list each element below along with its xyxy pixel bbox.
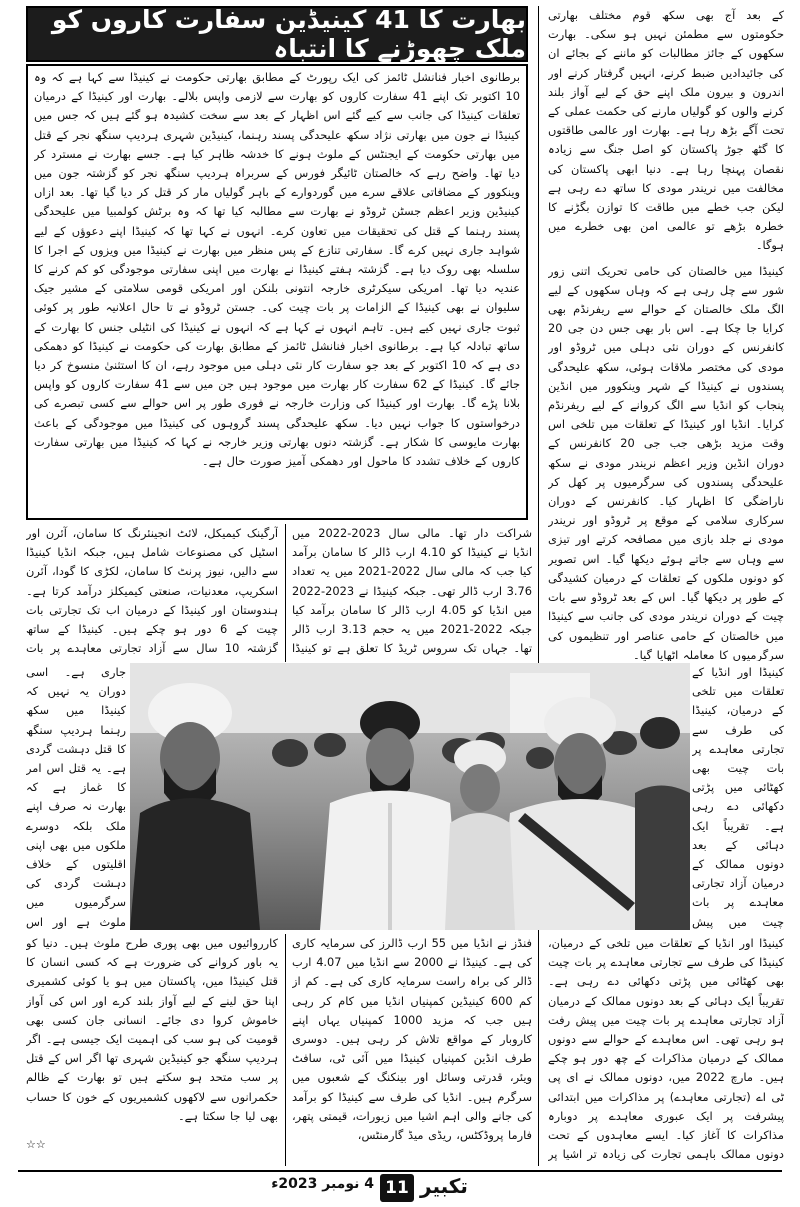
middle-column-paragraph-top: شراکت دار تھا۔ مالی سال 2023-2022 میں انڈیا نے کینیڈا کو 4.10 ارب ڈالر کا سامان برآمد کیا جب کہ مالی سال 2022-2021 میں یہ تعداد 3.76 ارب ڈالر تھی۔ جبکہ کینیڈا نے 2023-2022 میں انڈیا کو 4.05 ارب ڈالر کا سامان برآمد کیا جبکہ 2022-2021 میں یہ حجم 3.13 ارب ڈالر تھا۔ جہاں تک سروس ٹریڈ کا تعلق ہے تو کینیڈا [292,526,532,656]
left-column-beside-photo [26,663,126,933]
publication-logo: تکبیر [420,1174,468,1198]
right-column-paragraph-1: کے بعد آج بھی سکھ قوم مختلف بھارتی حکومتوں سے مطمئن نہیں ہو سکی۔ بھارت سکھوں کے جائز مطالبات کو ماننے کے بجائے ان کی جائیدادیں ضبط کرنے، انہیں گرفتار کرنے اور اندرون و بیرون ملک اپنے حق کے لیے آواز بلند کرنے والوں کو گولیاں مارنے کی حکمت عملی کے تحت آگے بڑھ رہا ہے۔ بھارت اور عالمی طاقتوں کا گٹھ جوڑ پاکستان کو اصل جنگ سے زیادہ نقصان پہنچا رہا ہے۔ دنیا ابھی پاکستان کی مخالفت میں نریندر مودی کا ساتھ دے رہی ہے لیکن جب خطے میں طاقت کا توازن بگڑنے کا خطرہ بڑھے تو عالمی امن بھی خطرے میں ہوگا۔ [548,8,784,253]
headline-box [26,6,528,62]
right-column-beside-photo [692,663,784,933]
right-column-paragraph-3: کینیڈا اور انڈیا کے تعلقات میں تلخی کے درمیان، کینیڈا کی طرف سے تجارتی معاہدے پر بات چیت بھی کھٹائی میں پڑتی دکھائی دے رہی ہے۔ تقریباً ایک دہائی کے بعد دونوں ممالک کے درمیان آزاد تجارتی معاہدے پر بات چیت میں پیش [692,665,784,929]
middle-column-bottom [292,934,532,1164]
left-column-bottom [26,934,278,1134]
issue-date: 4 نومبر 2023ء [271,1176,374,1192]
middle-column-top [292,524,532,661]
left-column-top [26,524,278,661]
page-footer [0,1170,800,1204]
left-column-paragraph-mid: جاری ہے۔ اسی دوران یہ نہیں کہ کینیڈا میں سکھ رہنما ہردیپ سنگھ کا قتل دہشت گردی ہے۔ یہ قتل اس امر کا غماز ہے کہ بھارت نہ صرف اپنے ملک بلکہ دوسرے ملکوں میں بھی اپنی اقلیتوں کے خلاف دہشت گردی کی سرگرمیوں میں ملوث ہے اور اس [26,665,126,929]
footer-rule [18,1170,782,1172]
lead-article-paragraph: برطانوی اخبار فنانشل ٹائمز کی ایک رپورٹ کے مطابق بھارتی حکومت نے کینیڈا سے کہا ہے کہ وہ 10 اکتوبر تک اپنے 41 سفارت کاروں کو بھارت سے لازمی واپس بلالے۔ بھارت اور کینیڈا کے درمیان تعلقات کینیڈا کی جانب سے کیے گئے اس اظہار کے بعد سے سخت کشیدہ ہو گئے ہیں کہ جس میں کینیڈا نے جون میں بھارتی نژاد سکھ علیحدگی پسند رہنما، کینیڈین شہری ہردیپ سنگھ نجر کے قتل میں بھارتی حکومت کے ایجنٹس کے ملوث ہونے کا خدشہ ظاہر کیا ہے۔ جسے بھارت نے مسترد کر دیا تھا۔ واضح رہے کہ خالصتان ٹائیگر فورس کے سربراہ ہردیپ سنگھ نجر کو گزشتہ جون میں وینکوور کے مضافاتی علاقے سرے میں گوردوارے کے باہر گولیاں مار کر قتل کر دیا گیا تھا۔ بعد ازاں کینیڈین وزیر اعظم جسٹن ٹروڈو نے بھارت سے مطالبہ کیا تھا کہ وہ برٹش کولمبیا میں علیحدگی پسند رہنما کے قتل کی تحقیقات میں تعاون کرے۔ انہوں نے کہا تھا کہ کینیڈا اپنے دعوؤں کے لیے شواہد جاری نہیں کرے گا۔ سفارتی تنازع کے پس منظر میں بھارت نے کینیڈا میں ویزوں کے اجرا کا سلسلہ بھی روک دیا ہے۔ گزشتہ ہفتے کینیڈا نے بھارت میں اپنی سفارتی موجودگی کو کم کرنے کا عندیہ دیا تھا۔ امریکی سیکرٹری خارجہ انتونی بلنکن اور امریکی قومی سلامتی کے مشیر جیک سلیوان نے بھی کینیڈا کے الزامات پر بات چیت کی۔ جستن ٹروڈو نے تا حال اعلانیہ طور پر کوئی ثبوت جاری نہیں کیے ہیں۔ تاہم انہوں نے کہا ہے کہ انہوں نے کینیڈا کی انٹیلی جنس کا بھارت کے ساتھ تبادلہ کیا ہے۔ برطانوی اخبار فنانشل ٹائمز کے مطابق بھارت کی حکومت نے کینیڈا کو دھمکی دی ہے کہ 10 اکتوبر کے بعد جو سفارت کار نئی دہلی میں موجود رہے، ان کا استثنیٰ منسوخ کر دیا جائے گا۔ کینیڈا کے 62 سفارت کار بھارت میں موجود ہیں جن میں سے 41 سفارت کاروں کو واپس بلانا پڑے گا۔ بھارت اور کینیڈا کی وزارت خارجہ نے فوری طور پر اس حوالے سے کسی تبصرے کی درخواستوں کا جواب نہیں دیا۔ سکھ علیحدگی پسند گروہوں کی کینیڈا میں موجودگی کے باعث بھارت مایوسی کا شکار ہے۔ گزشتہ دنوں بھارتی وزیر خارجہ نے کہا کہ کینیڈا میں بھارتی سفارت کاروں کے خلاف تشدد کا ماحول اور دھمکی آمیز صورت حال ہے۔ [34,70,520,469]
left-column-paragraph-bottom: کارروائیوں میں بھی پوری طرح ملوث ہیں۔ دنیا کو یہ باور کروانے کی ضرورت ہے کہ کسی انسان کا قتل کینیڈا میں، پاکستان میں ہو یا کوئی کشمیری اپنا حق لینے کے لیے آواز بلند کرے اور اس کی آواز خاموش کروا دی جائے۔ انسانی جان کسی بھی قومیت کی ہو سب کی اہمیت ایک جیسی ہے۔ اگر ہردیپ سنگھ جو کینیڈین شہری تھا اگر اس کے قتل پر سب متحد ہو سکتے ہیں تو بھارت کے ظالم حکمرانوں سے لاکھوں کشمیریوں کے خون کا حساب بھی لیا جا سکتا ہے۔ [26,936,278,1123]
column-rule [285,934,286,1166]
middle-column-paragraph-bottom: فنڈز نے انڈیا میں 55 ارب ڈالرز کی سرمایہ کاری کی ہے۔ کینیڈا نے 2000 سے انڈیا میں 4.07 ارب ڈالر کی براہ راست سرمایہ کاری کی ہے۔ کم از کم 600 کینیڈین کمپنیاں انڈیا میں کام کر رہی ہیں جب کہ مزید 1000 کمپنیاں یہاں اپنے کاروبار کے مواقع تلاش کر رہی ہیں۔ دوسری طرف انڈین کمپنیاں کینیڈا میں آئی ٹی، سافٹ ویئر، قدرتی وسائل اور بینکنگ کے شعبوں میں سرگرم ہیں۔ انڈیا کی طرف سے کینیڈا کو برآمد کی جانے والی اہم اشیا میں زیورات، قیمتی پتھر، فارما پروڈکٹس، ریڈی میڈ گارمنٹس، [292,936,532,1143]
column-rule [538,6,539,1166]
column-rule [285,524,286,662]
right-column-bottom [548,934,784,1164]
left-column-paragraph-top: آرگینک کیمیکل، لائٹ انجینئرنگ کا سامان، آئرن اور اسٹیل کی مصنوعات شامل ہیں، جبکہ انڈیا کینیڈا سے دالیں، نیوز پرنٹ کا سامان، لکڑی کا گودا، آئرن اسکریپ، معدنیات، صنعتی کیمیکلز درآمد کرتا ہے۔ ہندوستان اور کینیڈا کے درمیان اب تک تجارتی بات چیت کے 6 دور ہو چکے ہیں۔ کینیڈا کے ساتھ گزشتہ 10 سال سے آزاد تجارتی معاہدے پر بات [26,526,278,656]
lead-article-text [34,68,520,516]
page-number: 11 [380,1174,414,1202]
right-column-paragraph-3-cont: کینیڈا اور انڈیا کے تعلقات میں تلخی کے درمیان، کینیڈا کی طرف سے تجارتی معاہدے پر بات چیت بھی کھٹائی میں پڑتی دکھائی دے رہی ہے۔ تقریباً ایک دہائی کے بعد دونوں ممالک کے درمیان آزاد تجارتی معاہدے پر بات چیت میں پیش رفت ہو رہی تھی۔ اس معاہدے کے حوالے سے دونوں ممالک کے درمیان مذاکرات کے چھ دور ہو چکے ہیں۔ مارچ 2022 میں، دونوں ممالک نے ای پی ٹی اے (تجارتی معاہدے) پر مذاکرات میں ابتدائی پیشرفت پر ایک عبوری معاہدے پر دوبارہ مذاکرات کا آغاز کیا۔ ایسے معاہدوں کے تحت دونوں ممالک باہمی تجارت کی زیادہ تر اشیا پر [548,936,784,1162]
right-column-top [548,6,784,661]
headline: بھارت کا 41 کینیڈین سفارت کاروں کو ملک چھوڑنے کا انتباہ [51,5,526,63]
photo-of-sikh-leaders [130,663,690,930]
news-photo [130,663,690,930]
right-column-paragraph-2: کینیڈا میں خالصتان کی حامی تحریک اتنی زور شور سے چل رہی ہے کہ وہاں سکھوں کے لیے الگ ملک خالصتان کے حوالے سے ریفرنڈم بھی کرایا جا چکا ہے۔ اس بار بھی جس دن جی 20 کانفرنس کے دوران نئی دہلی میں ٹروڈو اور مودی کی مختصر ملاقات ہوئی، سکھ علیحدگی پسندوں نے کینیڈا کے شہر وینکوور میں انڈین پنجاب کو انڈیا سے الگ کروانے کے لیے ریفرنڈم کرایا۔ انڈیا اور کینیڈا کے تعلقات میں تلخی اس وقت مزید بڑھی جب جی 20 کانفرنس کے دوران انڈین وزیر اعظم نریندر مودی نے سکھ علیحدگی پسندوں کی سرگرمیوں پر کھل کر ناراضگی کا اظہار کیا۔ کانفرنس کے دوران سرکاری سلامی کے موقع پر ٹروڈو اور نریندر مودی نے جلد بازی میں مصافحہ کرتے اور تیزی سے وہاں سے جاتے ہوئے دیکھا گیا۔ اس تصویر کو دونوں ملکوں کے تعلقات کے درمیان کشیدگی کے طور پر دیکھا گیا۔ اس کے بعد ٹروڈو سے بات چیت کے دوران نریندر مودی کی جانب سے کینیڈا میں خالصتان کے حامی عناصر اور تنظیموں کی سرگرمیوں کا معاملہ اٹھایا گیا۔ [548,263,784,661]
end-mark: ☆☆ [26,1138,46,1151]
